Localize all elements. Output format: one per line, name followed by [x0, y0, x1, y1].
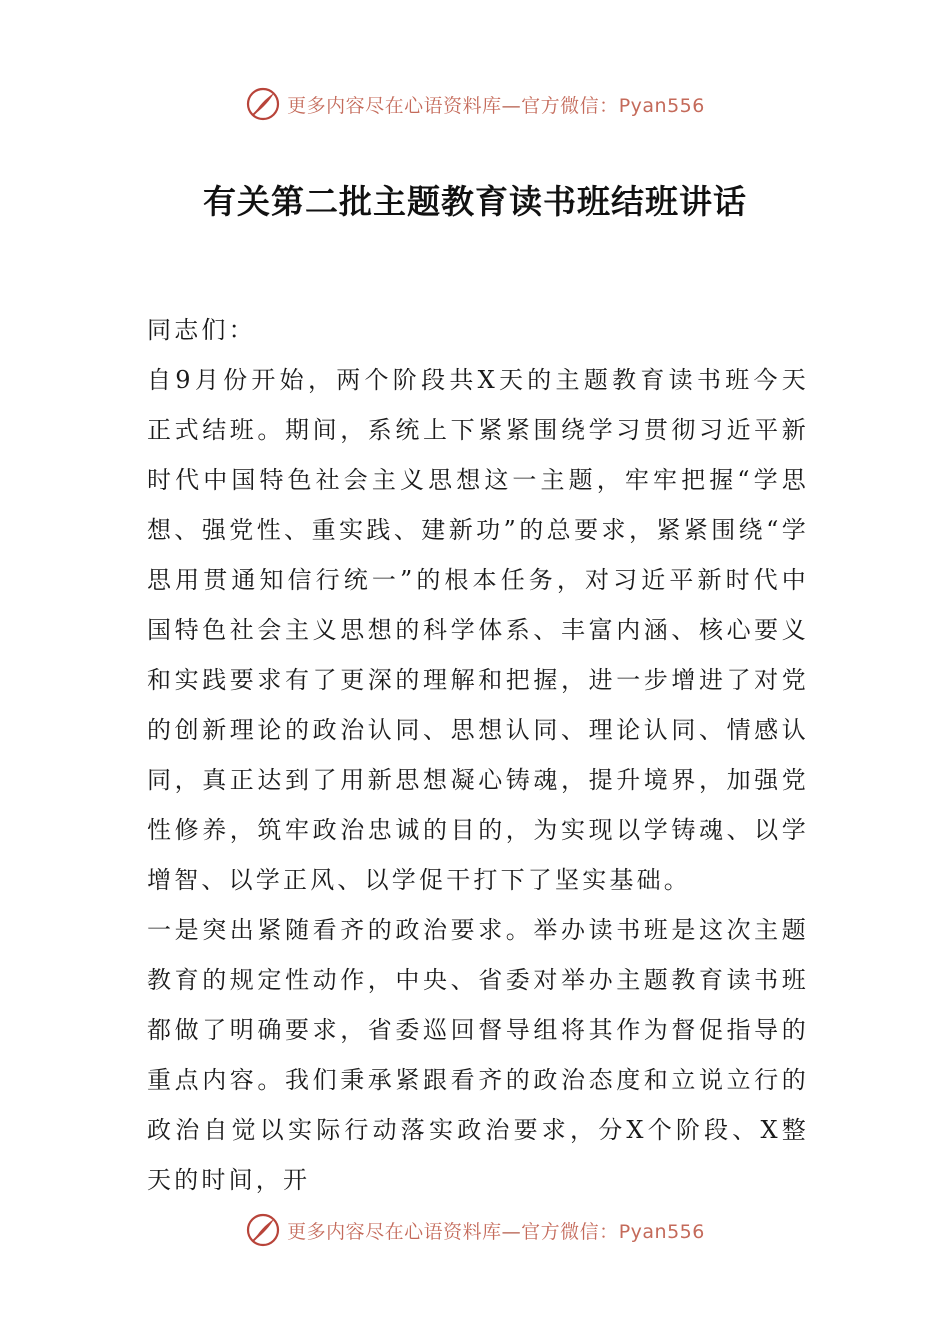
header-banner-wechat-id: Pyan556 [618, 94, 705, 117]
document-body [147, 305, 809, 1205]
paragraph: 自9月份开始，两个阶段共X天的主题教育读书班今天正式结班。期间，系统上下紧紧围绕学习贯彻习近平新时代中国特色社会主义思想这一主题，牢牢把握“学思想、强党性、重实践、建新功”的总要求，紧紧围绕“学思用贯通知信行统一”的根本任务，对习近平新时代中国特色社会主义思想的科学体系、丰富内涵、核心要义和实践要求有了更深的理解和把握，进一步增进了对党的创新理论的政治认同、思想认同、理论认同、情感认同，真正达到了用新思想凝心铸魂，提升境界，加强党性修养，筑牢政治忠诚的目的，为实现以学铸魂、以学增智、以学正风、以学促干打下了坚实基础。 [147, 366, 809, 894]
quill-pen-logo-icon [245, 86, 281, 122]
paragraph: 一是突出紧随看齐的政治要求。举办读书班是这次主题教育的规定性动作，中央、省委对举办主题教育读书班都做了明确要求，省委巡回督导组将其作为督促指导的重点内容。我们秉承紧跟看齐的政治态度和立说立行的政治自觉以实际行动落实政治要求，分X个阶段、X整天的时间，开 [147, 916, 809, 1194]
footer-banner [0, 1208, 950, 1252]
footer-banner-separator: — [501, 1220, 522, 1243]
header-banner-separator: — [501, 94, 522, 117]
footer-banner-site: 更多内容尽在心语资料库 [287, 1220, 502, 1243]
document-title: 有关第二批主题教育读书班结班讲话 [203, 182, 747, 221]
quill-pen-logo-icon [245, 1212, 281, 1248]
header-banner-text [287, 91, 705, 118]
header-banner [0, 82, 950, 126]
header-banner-site: 更多内容尽在心语资料库 [287, 94, 502, 117]
footer-banner-wechat-id: Pyan556 [618, 1220, 705, 1243]
salutation: 同志们： [147, 316, 256, 344]
header-banner-wechat-label: 官方微信： [521, 94, 619, 117]
footer-banner-wechat-label: 官方微信： [521, 1220, 619, 1243]
footer-banner-text [287, 1217, 705, 1244]
